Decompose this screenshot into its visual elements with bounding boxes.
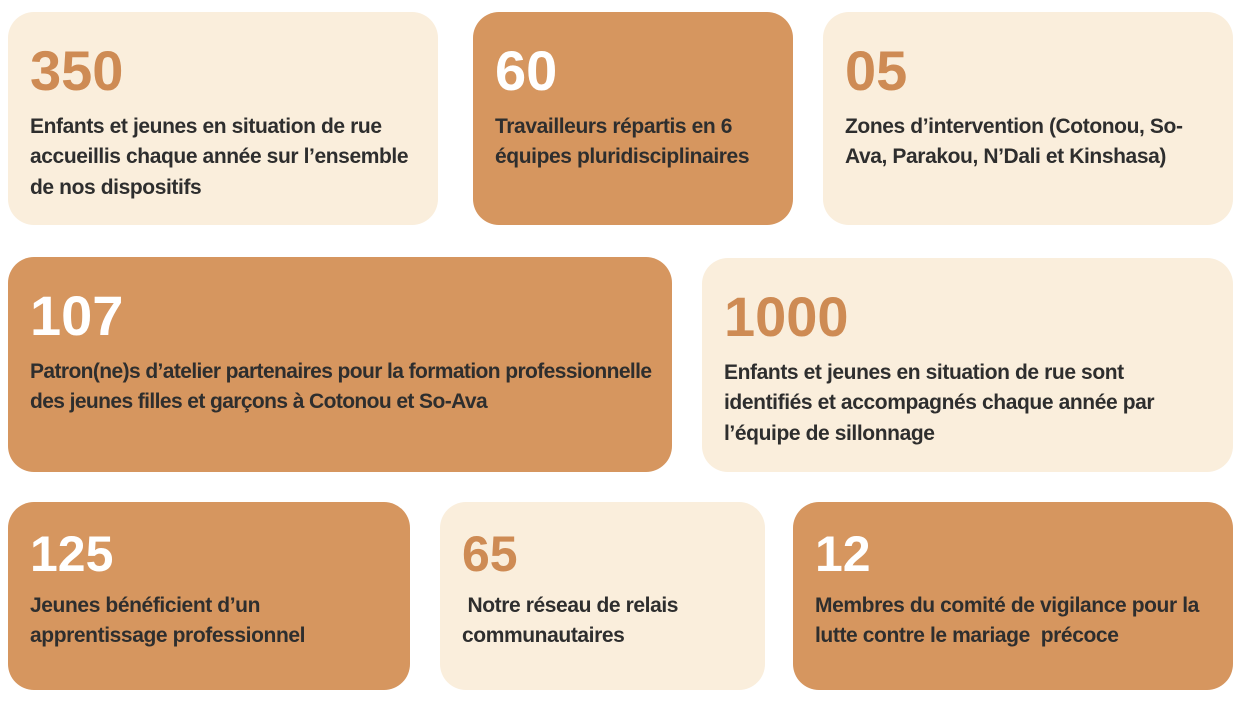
stat-card-accueillis [8, 12, 438, 225]
stat-number: 65 [462, 526, 518, 582]
stat-card-relais [440, 502, 765, 690]
stat-number: 107 [30, 284, 124, 347]
stat-description: Zones d’intervention (Cotonou, So-Ava, Parakou, N’Dali et Kinshasa) [845, 114, 1183, 169]
stat-card-identifies [702, 258, 1233, 472]
stat-number: 1000 [724, 285, 849, 348]
stat-number: 125 [30, 526, 114, 582]
stat-number: 60 [495, 39, 558, 102]
stat-card-travailleurs [473, 12, 793, 225]
stat-card-patrons [8, 257, 672, 472]
stat-card-vigilance [793, 502, 1233, 690]
stat-description: Patron(ne)s d’atelier partenaires pour la formation professionnelle des jeunes filles et garçons à Cotonou et So-Ava [30, 359, 657, 414]
stat-number: 350 [30, 39, 124, 102]
stat-description: Enfants et jeunes en situation de rue accueillis chaque année sur l’ensemble de nos dispositifs [30, 114, 414, 199]
stat-description: Notre réseau de relais communautaires [462, 594, 684, 648]
stat-card-apprentissage [8, 502, 410, 690]
stat-card-zones [823, 12, 1233, 225]
stat-number: 05 [845, 39, 908, 102]
stat-description: Travailleurs répartis en 6 équipes pluridisciplinaires [495, 114, 750, 169]
stat-number: 12 [815, 526, 871, 582]
stat-description: Membres du comité de vigilance pour la lutte contre le mariage précoce [815, 594, 1205, 648]
stat-description: Enfants et jeunes en situation de rue sont identifiés et accompagnés chaque année par l’équipe de sillonnage [724, 360, 1160, 445]
stat-description: Jeunes bénéficient d’un apprentissage professionnel [30, 594, 306, 648]
